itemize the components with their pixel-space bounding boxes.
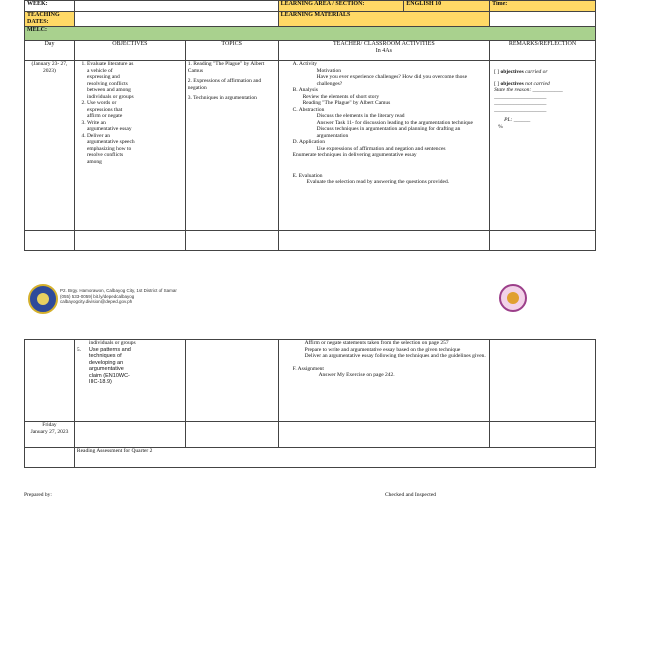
objective-item: 4. Deliver an argumentative speech emphasizing how to resolve conflicts among xyxy=(87,133,137,166)
pl-percent: % xyxy=(498,123,503,130)
activity-f-line: Answer My Exercise on page 242. xyxy=(318,372,395,378)
topic-item: 1. Reading "The Plague" by Albert Camus xyxy=(187,61,265,74)
activity-a-sub: Motivation xyxy=(316,67,342,74)
learning-area-label: LEARNING AREA / SECTION: xyxy=(278,1,404,12)
division-seal-logo xyxy=(499,284,527,312)
prepared-by-label: Prepared by: xyxy=(24,492,52,498)
blank-cell xyxy=(74,231,185,251)
activities-cell xyxy=(278,61,490,231)
remarks-cell-cont xyxy=(490,340,596,422)
week-value[interactable] xyxy=(74,1,278,12)
objective-item: Use patterns and techniques of developing an argumentative claim (EN10WC-IIIC-18.9) xyxy=(88,346,131,385)
activity-a-question: Have you ever experience challenges? How did you overcome those challenges? xyxy=(316,74,468,87)
blank-cell xyxy=(185,231,278,251)
footer-contact xyxy=(60,288,177,305)
objective-item: 2. Use words or expressions that affirm or negate xyxy=(87,100,137,120)
melc-row: MELC: xyxy=(25,27,596,41)
activities-cell-cont xyxy=(278,340,490,422)
blank-cell xyxy=(490,422,596,448)
blank-cell xyxy=(185,422,278,448)
activity-d-line: Enumerate techniques in delivering argumentative essay xyxy=(292,152,417,158)
state-reason[interactable]: State the reason: ___________ xyxy=(494,87,563,93)
day-cell-week: (January 23- 27, 2023) xyxy=(25,61,75,231)
reason-line[interactable]: ___________________ xyxy=(494,93,547,100)
activity-c-line: Discuss the elements in the literary read xyxy=(316,113,405,119)
activity-b-line: Review the elements of short story xyxy=(302,93,380,100)
reason-line[interactable]: ___________________ xyxy=(494,106,547,113)
day-cell-friday: Friday January 27, 2023 xyxy=(25,422,75,448)
activity-c-title: C. Abstraction xyxy=(292,106,325,113)
activity-a-title: A. Activity xyxy=(292,61,318,67)
activity-b-title: B. Analysis xyxy=(292,87,318,93)
activity-c-line: Discuss techniques in argumentation and planning for drafting an argumentation xyxy=(316,126,461,139)
activity-line: Deliver an argumentative essay following the techniques and the guidelines given. xyxy=(304,353,486,359)
activity-b-line: Reading "The Plague" by Albert Camus xyxy=(302,100,391,106)
objectives-header: OBJECTIVES xyxy=(74,41,185,61)
day-cell-cont xyxy=(25,340,75,422)
topic-item: 2. Expressions of affirmation and negation xyxy=(187,78,262,91)
activity-c-line: Answer Task 11- for discussion leading to the argumentation technique xyxy=(316,119,473,126)
objectives-cell xyxy=(74,61,185,231)
carried-checkbox[interactable]: [ ] objectives carried or xyxy=(494,69,548,75)
topic-item: 3. Techniques in argumentation xyxy=(187,95,257,101)
topics-cell-cont xyxy=(185,340,278,422)
blank-cell xyxy=(25,448,75,468)
lesson-plan-table-page1 xyxy=(24,0,596,251)
topics-cell xyxy=(185,61,278,231)
remarks-cell xyxy=(490,61,596,231)
learning-materials-value[interactable] xyxy=(490,12,596,27)
time-cell[interactable]: Time: xyxy=(490,1,596,12)
checked-inspected-label: Checked and Inspected xyxy=(385,492,437,498)
lesson-plan-table-page2 xyxy=(24,339,596,468)
activity-d-line: Use expressions of affirmation and negation and sentences xyxy=(316,145,446,152)
activity-e-line: Evaluate the selection read by answering the questions provided. xyxy=(306,179,450,185)
activity-line: Affirm or negate statements taken from the selection on page 257 xyxy=(304,340,449,346)
blank-cell xyxy=(278,231,490,251)
objective-continued: individuals or groups xyxy=(88,340,136,346)
activities-header: TEACHER/ CLASSROOM ACTIVITIES In 4As xyxy=(278,41,490,61)
footer-address: P2. Brgy. Hamorawon, Calbayog City, 1st District of Samar xyxy=(60,288,177,293)
week-label: WEEK: xyxy=(25,1,75,12)
objective-item: 1. Evaluate literature as a vehicle of expressing and resolving conflicts between and among individuals or groups xyxy=(87,61,137,100)
activity-e-title: E. Evaluation xyxy=(292,172,323,179)
reading-assessment-row: Reading Assessment for Quarter 2 xyxy=(74,448,595,468)
remarks-header: REMARKS/REFLECTION xyxy=(490,41,596,61)
objectives-cell-cont: individuals or groups 5. Use patterns and techniques of developing an argumentative claim (EN10WC-IIIC-18.9) xyxy=(74,340,185,422)
not-carried-checkbox[interactable]: [ ] objectives not carried xyxy=(494,80,550,87)
activity-d-title: D. Application xyxy=(292,139,325,145)
footer-email: calbayogcity.division@deped.gov.ph xyxy=(60,299,133,304)
topics-header: TOPICS xyxy=(185,41,278,61)
pl-field[interactable]: PL: ______ xyxy=(504,117,531,123)
blank-cell xyxy=(278,422,490,448)
blank-cell xyxy=(490,231,596,251)
teaching-dates-value[interactable] xyxy=(74,12,278,27)
activity-f-title: F. Assignment xyxy=(292,365,324,372)
blank-cell xyxy=(74,422,185,448)
activity-line: Prepare to write and argumentative essay based on the given technique xyxy=(304,346,461,353)
learning-area-value: ENGLISH 10 xyxy=(404,1,490,12)
learning-materials-label: LEARNING MATERIALS xyxy=(278,12,490,27)
deped-seal-logo xyxy=(28,284,58,314)
day-header: Day xyxy=(25,41,75,61)
reason-line[interactable]: ___________________ xyxy=(494,100,547,106)
footer-phone: (055) 533-0059| bit.ly/depedcalbayog xyxy=(60,293,135,299)
blank-cell xyxy=(25,231,75,251)
teaching-dates-label: TEACHING DATES: xyxy=(25,12,75,27)
objective-item: 3. Write an argumentative essay xyxy=(87,120,137,133)
